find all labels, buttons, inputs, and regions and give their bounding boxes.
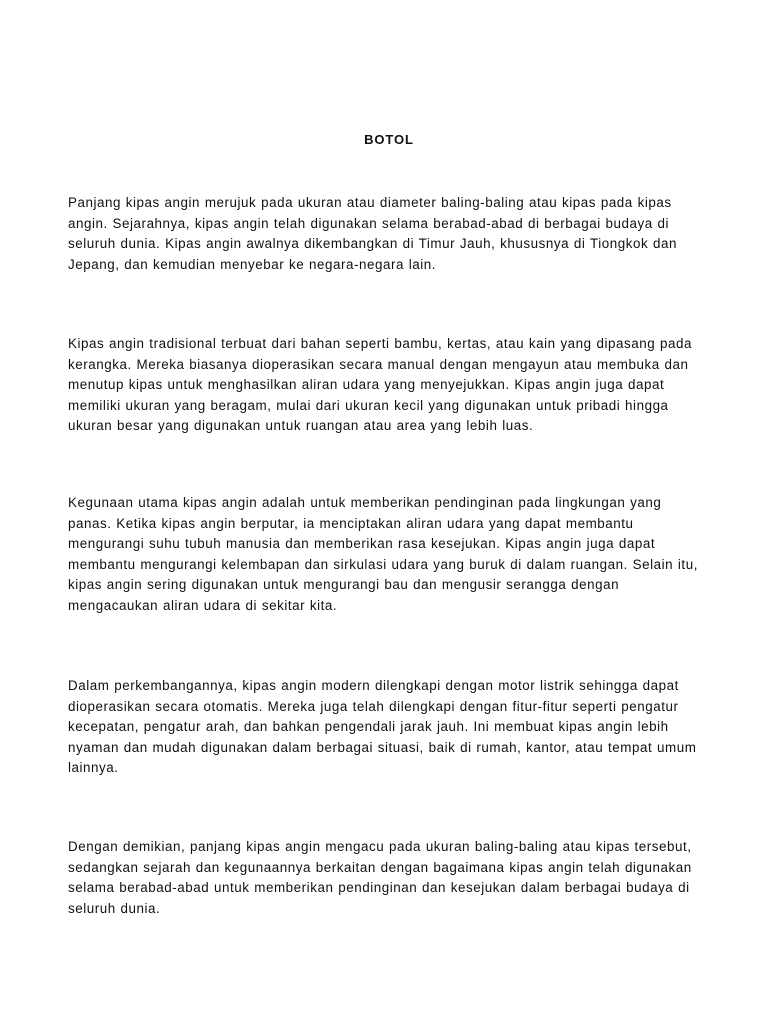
paragraph-fan-length-history: Panjang kipas angin merujuk pada ukuran atau diameter baling-baling atau kipas pada kipas angin. Sejarahnya, kipas angin telah digunakan selama berabad-abad di berbagai budaya di seluruh dunia. Kipas angin awalnya dikembangkan di Timur Jauh, khususnya di Tiongkok dan Jepang, dan kemudian menyebar ke negara-negara lain. xyxy=(68,195,677,272)
document-title: BOTOL xyxy=(364,132,414,147)
paragraph-traditional-fans: Kipas angin tradisional terbuat dari bahan seperti bambu, kertas, atau kain yang dipasang pada kerangka. Mereka biasanya dioperasikan secara manual dengan mengayun atau membuka dan menutup kipas untuk menghasilkan aliran udara yang menyejukkan. Kipas angin juga dapat memiliki ukuran yang beragam, mulai dari ukuran kecil yang digunakan untuk pribadi hingga ukuran besar yang digunakan untuk ruangan atau area yang lebih luas. xyxy=(68,336,692,434)
paragraph-fan-uses: Kegunaan utama kipas angin adalah untuk memberikan pendinginan pada lingkungan yang panas. Ketika kipas angin berputar, ia menciptakan aliran udara yang dapat membantu mengurangi suhu tubuh manusia dan memberikan rasa kesejukan. Kipas angin juga dapat membantu mengurangi kelembapan dan sirkulasi udara yang buruk di dalam ruangan. Selain itu, kipas angin sering digunakan untuk mengurangi bau dan mengusir serangga dengan mengacaukan aliran udara di sekitar kita. xyxy=(68,495,698,613)
paragraph-modern-fans: Dalam perkembangannya, kipas angin modern dilengkapi dengan motor listrik sehingga dapat dioperasikan secara otomatis. Mereka juga telah dilengkapi dengan fitur-fitur seperti pengatur kecepatan, pengatur arah, dan bahkan pengendali jarak jauh. Ini membuat kipas angin lebih nyaman dan mudah digunakan dalam berbagai situasi, baik di rumah, kantor, atau tempat umum lainnya. xyxy=(68,678,697,776)
paragraph-conclusion: Dengan demikian, panjang kipas angin mengacu pada ukuran baling-baling atau kipas tersebut, sedangkan sejarah dan kegunaannya berkaitan dengan bagaimana kipas angin telah digunakan selama berabad-abad untuk memberikan pendinginan dan kesejukan dalam berbagai budaya di seluruh dunia. xyxy=(68,839,692,916)
